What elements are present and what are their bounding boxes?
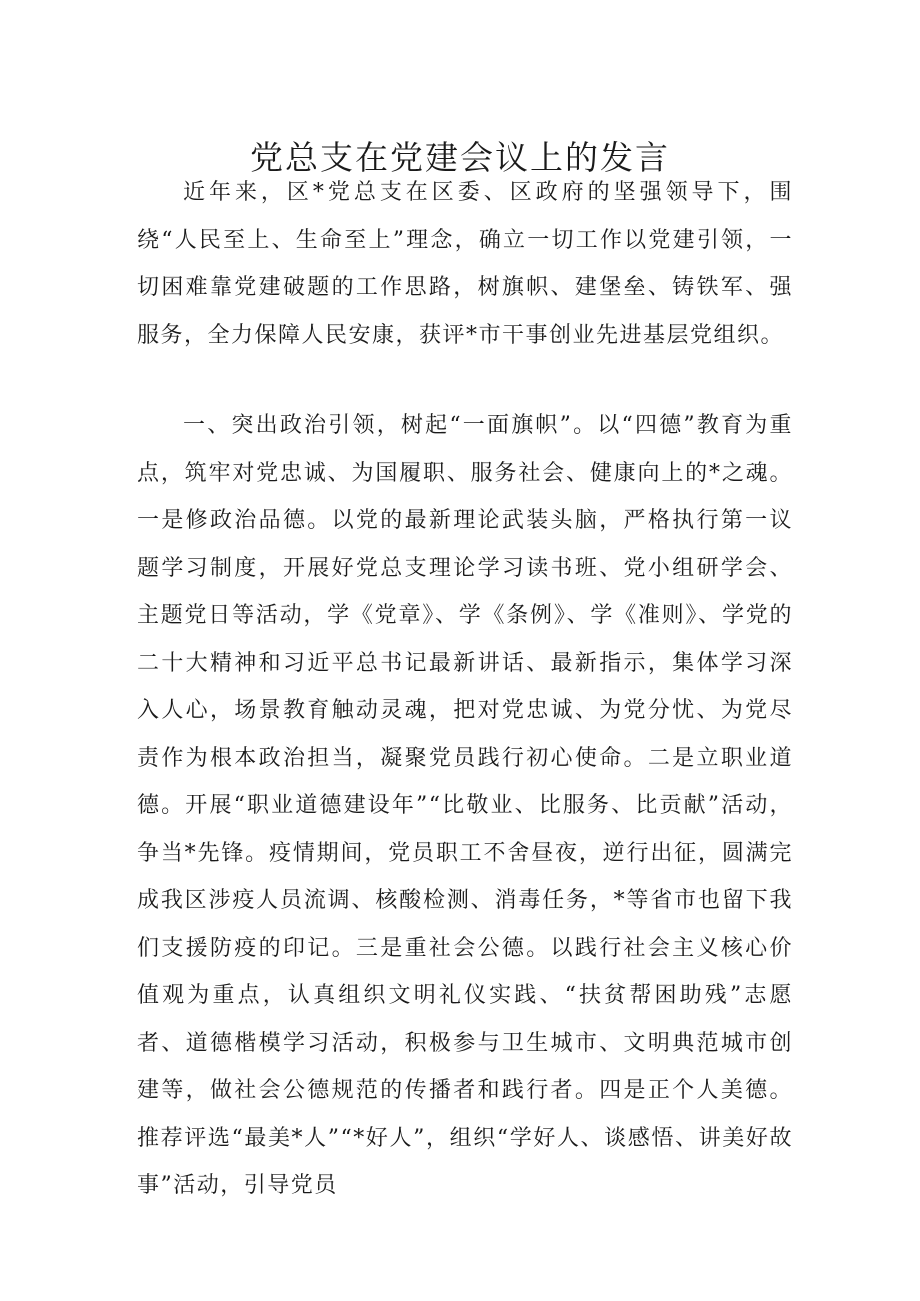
paragraph-section-one: 一、突出政治引领，树起“一面旗帜”。以“四德”教育为重点，筑牢对党忠诚、为国履职、服务社会、健康向上的*之魂。一是修政治品德。以党的最新理论武装头脑，严格执行第一议题学习制度，开展好党总支理论学习读书班、党小组研学会、主题党日等活动，学《党章》、学《条例》、学《准则》、学党的二十大精神和习近平总书记最新讲话、最新指示，集体学习深入人心，场景教育触动灵魂，把对党忠诚、为党分忧、为党尽责作为根本政治担当，凝聚党员践行初心使命。二是立职业道德。开展“职业道德建设年”“比敬业、比服务、比贡献”活动，争当*先锋。疫情期间，党员职工不舍昼夜，逆行出征，圆满完成我区涉疫人员流调、核酸检测、消毒任务，*等省市也留下我们支援防疫的印记。三是重社会公德。以践行社会主义核心价值观为重点，认真组织文明礼仪实践、“扶贫帮困助残”志愿者、道德楷模学习活动，积极参与卫生城市、文明典范城市创建等，做社会公德规范的传播者和践行者。四是正个人美德。推荐评选“最美*人”“*好人”，组织“学好人、谈感悟、讲美好故事”活动，引导党员	[137, 413, 793, 1198]
paragraph-intro: 近年来，区*党总支在区委、区政府的坚强领导下，围绕“人民至上、生命至上”理念，确立一切工作以党建引领，一切困难靠党建破题的工作思路，树旗帜、建堡垒、铸铁军、强服务，全力保障人民安康，获评*市干事创业先进基层党组织。	[137, 180, 793, 348]
document-title: 党总支在党建会议上的发言	[250, 138, 670, 177]
